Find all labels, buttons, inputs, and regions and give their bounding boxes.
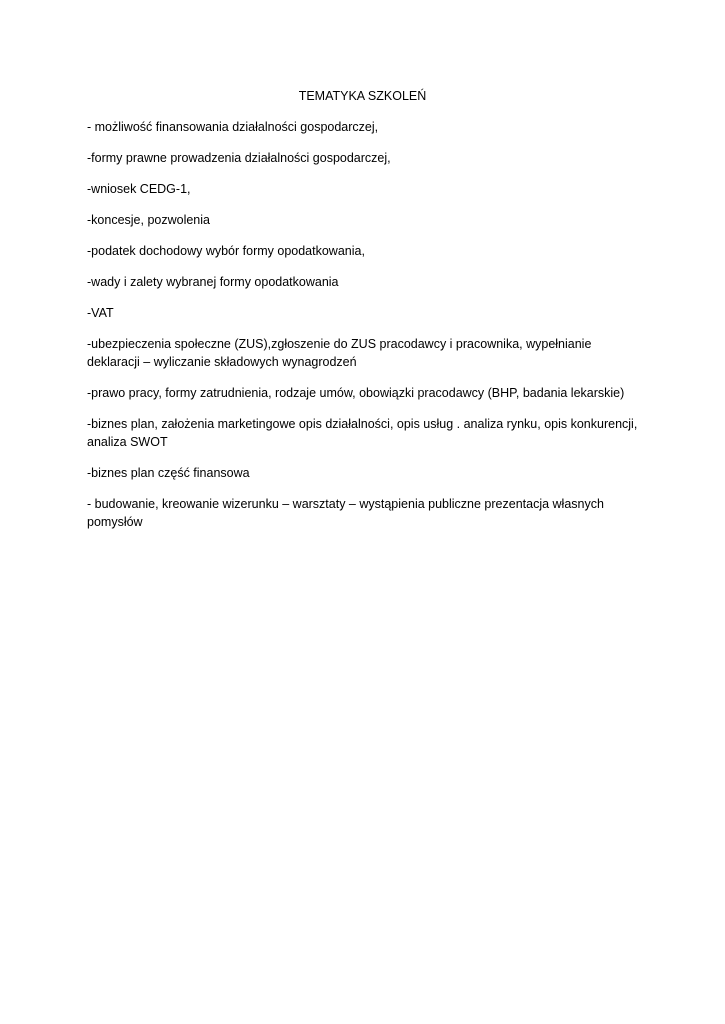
topic-item: -prawo pracy, formy zatrudnienia, rodzaje umów, obowiązki pracodawcy (BHP, badania lekarskie) xyxy=(87,386,625,400)
topic-item: - budowanie, kreowanie wizerunku – warsztaty – wystąpienia publiczne prezentacja własnych pomysłów xyxy=(87,497,604,529)
topic-item: -formy prawne prowadzenia działalności gospodarczej, xyxy=(87,151,391,165)
topic-item: -ubezpieczenia społeczne (ZUS),zgłoszenie do ZUS pracodawcy i pracownika, wypełnianie deklaracji – wyliczanie składowych wynagrodzeń xyxy=(87,337,592,369)
topic-item: -VAT xyxy=(87,306,114,320)
topic-item: -wniosek CEDG-1, xyxy=(87,182,191,196)
topic-item: -biznes plan część finansowa xyxy=(87,466,250,480)
topic-item: - możliwość finansowania działalności gospodarczej, xyxy=(87,120,379,134)
topic-list xyxy=(87,118,647,544)
topic-item: -wady i zalety wybranej formy opodatkowania xyxy=(87,275,339,289)
topic-item: -podatek dochodowy wybór formy opodatkowania, xyxy=(87,244,365,258)
topic-item: -biznes plan, założenia marketingowe opis działalności, opis usług . analiza rynku, opis konkurencji, analiza SWOT xyxy=(87,417,638,449)
topic-item: -koncesje, pozwolenia xyxy=(87,213,210,227)
document-title: TEMATYKA SZKOLEŃ xyxy=(298,89,427,103)
